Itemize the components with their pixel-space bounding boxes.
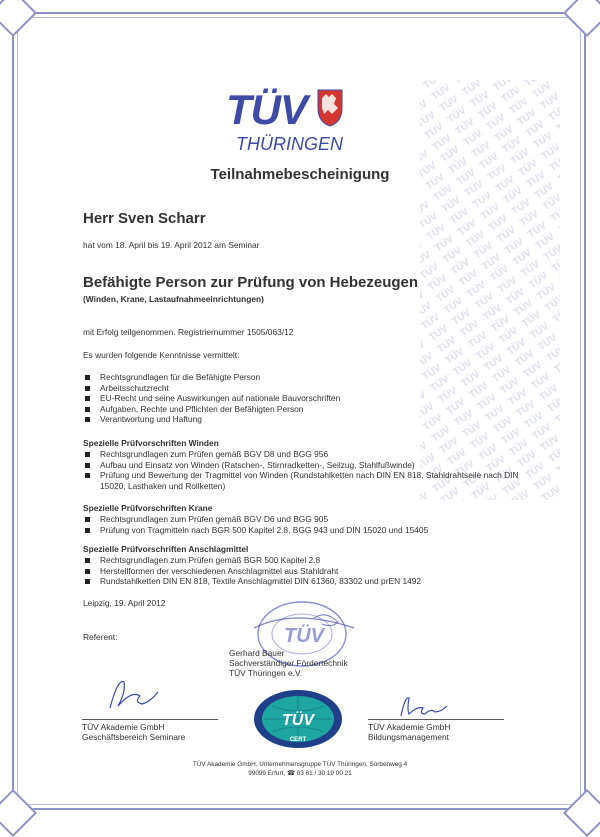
knowledge-intro: Es wurden folgende Kenntnisse vermittelt: [83, 350, 240, 360]
list-item: Verantwortung und Haftung [83, 414, 523, 425]
list-item: Aufgaben, Rechte und Pflichten der Befähigten Person [83, 404, 523, 415]
list-item: Aufbau und Einsatz von Winden (Ratschen-, Stirnradketten-, Seilzug, Stahlfußwinde) [83, 460, 523, 471]
list-item: Rechtsgrundlagen zum Prüfen gemäß BGV D8 und BGG 956 [83, 449, 523, 460]
signature-line [82, 719, 218, 720]
logo-brand: TÜV [226, 86, 307, 133]
section-heading-anschlagmittel: Spezielle Prüfvorschriften Anschlagmittel [83, 544, 249, 554]
date-line: hat vom 18. April bis 19. April 2012 am Seminar [83, 240, 260, 250]
signature-right-org: TÜV Akademie GmbH [368, 722, 451, 732]
list-item: Rechtsgrundlagen für die Befähigte Person [83, 372, 523, 383]
stamp-logo: TÜV [284, 625, 324, 647]
signature-line [368, 719, 504, 720]
list-item: Rechtsgrundlagen zum Prüfen gemäß BGR 500 Kapitel 2.8 [83, 555, 523, 566]
footer [0, 760, 600, 778]
referent-label: Referent: [83, 632, 118, 642]
referent-org: TÜV Thüringen e.V. [229, 668, 303, 678]
general-topics-list [83, 372, 523, 425]
list-item: Rundstahlketten DIN EN 818, Textile Anschlagmittel DIN 61360, 83302 und prEN 1492 [83, 576, 523, 587]
heraldic-lion-icon [318, 90, 342, 126]
course-title: Befähigte Person zur Prüfung von Hebezeugen [83, 274, 419, 291]
tuv-cert-logo [252, 688, 344, 755]
section-heading-krane: Spezielle Prüfvorschriften Krane [83, 503, 213, 513]
list-item: Rechtsgrundlagen zum Prüfen gemäß BGV D6 und BGG 905 [83, 514, 523, 525]
logo-region: THÜRINGEN [236, 134, 343, 154]
signature-right-dept: Bildungsmanagement [368, 732, 450, 742]
section-list-anschlagmittel [83, 555, 523, 587]
cert-logo-text: TÜV [282, 712, 314, 729]
course-subtitle: (Winden, Krane, Lastaufnahmeeinrichtungen) [83, 294, 264, 304]
cert-logo-sub: CERT [289, 737, 307, 743]
signature-left-dept: Geschäftsbereich Seminare [82, 732, 186, 742]
section-heading-winden: Spezielle Prüfvorschriften Winden [83, 438, 219, 448]
watermark-pattern [420, 80, 560, 500]
place-date: Leipzig, 19. April 2012 [83, 598, 166, 608]
document-title: Teilnahmebescheinigung [210, 166, 390, 183]
tuv-thueringen-logo [226, 86, 356, 161]
footer-address: TÜV Akademie GmbH, Unternehmensgruppe TÜV Thüringen, Sorbenweg 4 [192, 761, 408, 768]
list-item: EU-Recht und seine Auswirkungen auf nationale Bauvorschriften [83, 393, 523, 404]
list-item: Herstellformen der verschiedenen Anschlagmittel aus Stahldraht [83, 566, 523, 577]
signature-left [100, 668, 170, 723]
section-list-krane [83, 514, 523, 535]
footer-phone: 99099 Erfurt, ☎ 03 61 / 30 19 00 21 [248, 770, 352, 777]
referent-role: Sachverständiger Fördertechnik [229, 658, 348, 668]
list-item: Arbeitsschutzrecht [83, 383, 523, 394]
signature-left-org: TÜV Akademie GmbH [82, 722, 165, 732]
list-item: Prüfung von Tragmitteln nach BGR 500 Kapitel 2.8, BGG 943 und DIN 15020 und 15405 [83, 525, 523, 536]
recipient-name: Herr Sven Scharr [83, 210, 206, 227]
section-list-winden [83, 449, 523, 491]
list-item: Prüfung und Bewertung der Tragmittel von Winden (Rundstahlketten nach DIN EN 818, Stahldrahtseile nach DIN 15020, Lasthaken und Rollketten) [83, 470, 523, 491]
success-line: mit Erfolg teilgenommen. Registriernummer 1505/063/12 [83, 327, 294, 337]
referent-name: Gerhard Bauer [229, 648, 285, 658]
